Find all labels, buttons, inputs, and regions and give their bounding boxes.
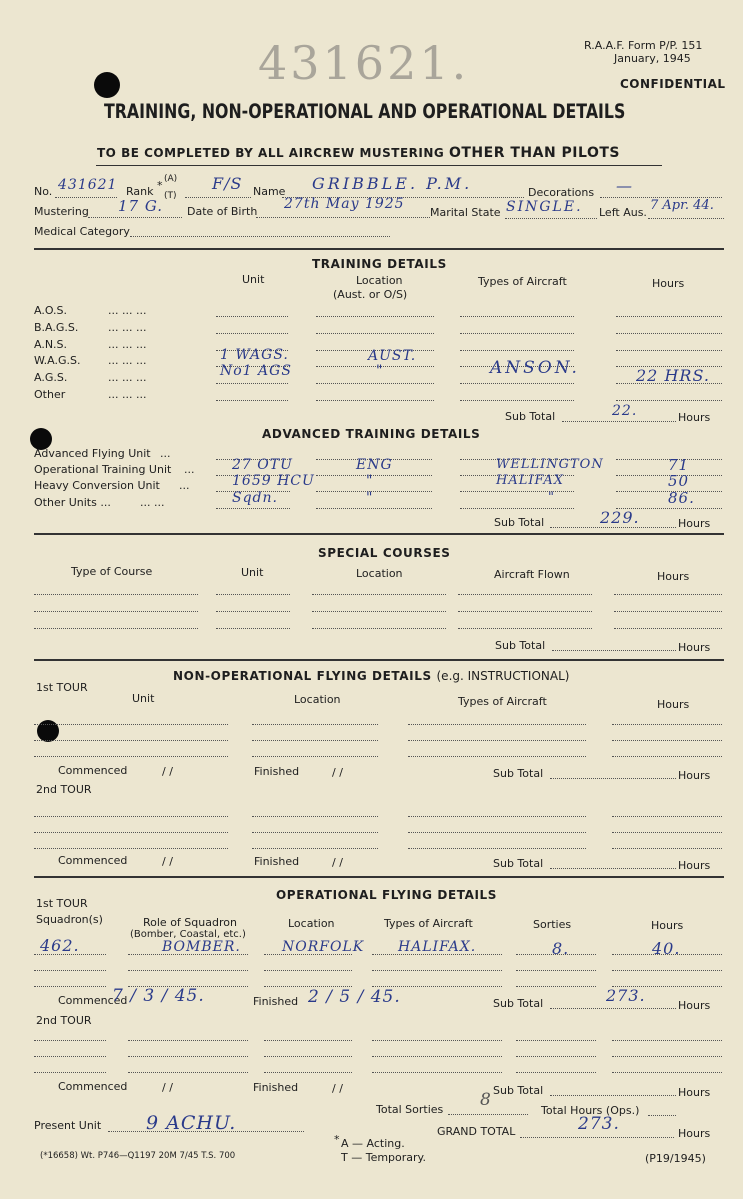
special-col-unit: Unit	[241, 566, 264, 579]
nonop-t1-hours-label: Hours	[678, 769, 711, 782]
ops-t2-commenced-slashes: / /	[162, 1081, 173, 1094]
training-subtotal-label: Sub Total	[505, 410, 556, 423]
dotted-fill-line	[216, 594, 290, 595]
advanced-hours-value: 86.	[668, 489, 695, 507]
special-subtotal-label: Sub Total	[495, 639, 546, 652]
form-title: TRAINING, NON-OPERATIONAL AND OPERATIONAL DETAILS	[104, 100, 626, 123]
advanced-row-leader: ...	[184, 463, 195, 476]
dotted-fill-line	[34, 848, 228, 849]
ops-squadron-value: 462.	[40, 936, 80, 955]
training-col-types: Types of Aircraft	[478, 275, 567, 288]
dotted-fill-line	[408, 832, 586, 833]
advanced-title: ADVANCED TRAINING DETAILS	[262, 427, 481, 441]
dotted-fill-line	[312, 611, 446, 612]
dotted-fill-line	[458, 611, 592, 612]
training-row-label: B.A.G.S.	[34, 321, 79, 334]
dotted-fill-line	[312, 628, 446, 629]
dotted-fill-line	[316, 400, 434, 401]
training-col-unit: Unit	[242, 273, 265, 286]
ops-tour2: 2nd TOUR	[36, 1014, 92, 1027]
rule-advanced	[34, 533, 724, 535]
nonop-t1-finished: Finished	[254, 765, 300, 778]
dotted-fill-line	[614, 611, 722, 612]
advanced-row-label: Operational Training Unit	[34, 463, 172, 476]
advanced-row-label: Heavy Conversion Unit	[34, 479, 160, 492]
nonop-col-hours: Hours	[657, 698, 690, 711]
dotted-fill-line	[612, 1072, 722, 1073]
name-value: GRIBBLE. P.M.	[312, 174, 473, 193]
ops-tour1: 1st TOUR	[36, 897, 88, 910]
advanced-unit-value: 1659 HCU	[232, 473, 315, 489]
ops-t2-commenced: Commenced	[58, 1080, 128, 1093]
dotted-fill-line	[128, 970, 248, 971]
ops-col-role: Role of Squadron	[143, 916, 237, 929]
decorations-label: Decorations	[528, 186, 595, 199]
rule-nonop	[34, 876, 724, 878]
dotted-fill-line	[408, 740, 586, 741]
nonop-t2-commenced-slashes: / /	[162, 855, 173, 868]
ops-t2-hours-label: Hours	[678, 1086, 711, 1099]
training-hours-label: Hours	[678, 411, 711, 424]
dotted-fill-line	[264, 1040, 352, 1041]
grand-total-hours-label: Hours	[678, 1127, 711, 1140]
form-reference: R.A.A.F. Form P/P. 151	[584, 39, 703, 52]
nonop-t2-commenced: Commenced	[58, 854, 128, 867]
punch-hole-top	[94, 72, 120, 98]
special-hours-label: Hours	[678, 641, 711, 654]
rule-special	[34, 659, 724, 661]
ops-t1-hours-label: Hours	[678, 999, 711, 1012]
training-row-leader: ... ... ...	[108, 371, 147, 384]
dotted-fill-line	[316, 475, 432, 476]
subtitle-prefix: TO BE COMPLETED BY ALL AIRCREW MUSTERING	[97, 146, 445, 160]
nonop-t1-commenced-slashes: / /	[162, 765, 173, 778]
dotted-fill-line	[316, 333, 434, 334]
no-label: No.	[34, 185, 53, 198]
ops-t1-commenced: Commenced	[58, 994, 128, 1007]
ops-location-value: NORFOLK	[282, 939, 365, 955]
training-row-label: A.N.S.	[34, 338, 68, 351]
ops-t2-subtotal-label: Sub Total	[493, 1084, 544, 1097]
training-wags-unit: 1 WAGS.	[220, 347, 289, 363]
present-unit-label: Present Unit	[34, 1119, 102, 1132]
mustering-value: 17 G.	[118, 197, 164, 215]
training-row-label: A.O.S.	[34, 304, 68, 317]
dotted-fill-line	[34, 1072, 106, 1073]
special-col-type: Type of Course	[71, 565, 153, 578]
legend-acting: A — Acting.	[341, 1137, 405, 1150]
special-col-hours: Hours	[657, 570, 690, 583]
dotted-fill-line	[612, 1056, 722, 1057]
dotted-fill-line	[408, 816, 586, 817]
dotted-fill-line	[516, 970, 596, 971]
dotted-fill-line	[460, 400, 574, 401]
left-aus-value: 7 Apr. 44.	[650, 198, 714, 213]
dotted-fill-line	[408, 848, 586, 849]
legend-temporary: T — Temporary.	[341, 1151, 426, 1164]
mustering-label: Mustering	[34, 205, 89, 218]
dotted-fill-line	[216, 628, 290, 629]
dotted-fill-line	[34, 611, 198, 612]
dotted-fill-line	[460, 333, 574, 334]
no-value: 431621	[58, 177, 118, 193]
left-aus-label: Left Aus.	[599, 206, 647, 219]
nonop-tour1: 1st TOUR	[36, 681, 88, 694]
dotted-fill-line	[614, 594, 722, 595]
ops-sorties-value: 8.	[552, 939, 570, 958]
dotted-fill-line	[516, 1056, 596, 1057]
total-sorties-label: Total Sorties	[376, 1103, 444, 1116]
total-hours-label: Total Hours (Ops.)	[541, 1104, 640, 1117]
advanced-subtotal-label: Sub Total	[494, 516, 545, 529]
advanced-aircraft-value: WELLINGTON	[496, 457, 604, 472]
dotted-fill-line	[34, 832, 228, 833]
training-wags-location: AUST.	[368, 348, 417, 364]
dotted-fill-line	[252, 816, 378, 817]
grand-total-label: GRAND TOTAL	[437, 1125, 516, 1138]
dotted-fill-line	[316, 366, 434, 367]
training-row-label: A.G.S.	[34, 371, 68, 384]
ops-t2-finished-slashes: / /	[332, 1082, 343, 1095]
advanced-hours-value: 50	[668, 472, 690, 490]
dotted-fill-line	[458, 628, 592, 629]
dotted-fill-line	[516, 1040, 596, 1041]
special-title: SPECIAL COURSES	[318, 546, 451, 560]
training-col-hours: Hours	[652, 277, 685, 290]
advanced-hours-label: Hours	[678, 517, 711, 530]
ops-col-squadron: Squadron(s)	[36, 913, 103, 926]
dotted-fill-line	[612, 1040, 722, 1041]
dotted-fill-line	[252, 832, 378, 833]
training-row-label: W.A.G.S.	[34, 354, 81, 367]
dotted-fill-line	[612, 816, 722, 817]
medical-category-label: Medical Category	[34, 225, 130, 238]
classification-label: CONFIDENTIAL	[620, 77, 726, 91]
dotted-fill-line	[34, 740, 228, 741]
ops-title: OPERATIONAL FLYING DETAILS	[276, 888, 498, 902]
ops-aircraft-value: HALIFAX.	[398, 939, 477, 955]
print-reference: (*16658) Wt. P746—Q1197 20M 7/45 T.S. 700	[40, 1151, 236, 1161]
dotted-fill-line	[216, 316, 288, 317]
dotted-fill-line	[612, 756, 722, 757]
dotted-fill-line	[316, 508, 432, 509]
dotted-fill-line	[460, 508, 574, 509]
training-row-leader: ... ... ...	[108, 338, 147, 351]
total-sorties-value: 8	[480, 1090, 492, 1110]
dotted-fill-line	[34, 986, 106, 987]
form-date: January, 1945	[614, 52, 691, 65]
dotted-fill-line	[408, 724, 586, 725]
dotted-fill-line	[616, 350, 722, 351]
dotted-fill-line	[516, 986, 596, 987]
training-row-leader: ... ... ...	[108, 304, 147, 317]
dotted-fill-line	[316, 383, 434, 384]
dotted-fill-line	[316, 316, 434, 317]
dotted-fill-line	[34, 1040, 106, 1041]
dotted-fill-line	[316, 491, 432, 492]
dotted-fill-line	[34, 628, 198, 629]
dotted-fill-line	[612, 724, 722, 725]
dotted-fill-line	[128, 1072, 248, 1073]
advanced-row-leader: ...	[160, 447, 171, 460]
dotted-fill-line	[252, 848, 378, 849]
training-row-leader: ... ... ...	[108, 388, 147, 401]
nonop-title	[173, 670, 569, 682]
dotted-fill-line	[372, 970, 502, 971]
training-ags-location: "	[376, 363, 384, 379]
form-code: (P19/1945)	[645, 1152, 706, 1165]
subtitle-emphasis: OTHER THAN PILOTS	[448, 145, 620, 161]
dotted-fill-line	[616, 316, 722, 317]
dotted-fill-line	[34, 594, 198, 595]
dob-value: 27th May 1925	[284, 196, 405, 212]
nonop-col-location: Location	[294, 693, 341, 706]
training-row-leader: ... ... ...	[108, 321, 147, 334]
marital-label: Marital State	[430, 206, 501, 219]
advanced-subtotal-value: 229.	[600, 508, 640, 527]
dotted-fill-line	[34, 970, 106, 971]
ops-col-sorties: Sorties	[533, 918, 572, 931]
dotted-fill-line	[128, 1056, 248, 1057]
training-row-label: Other	[34, 388, 66, 401]
legend-mark: *	[334, 1133, 340, 1146]
name-label: Name	[253, 185, 286, 198]
nonop-col-unit: Unit	[132, 692, 155, 705]
advanced-unit-value: 27 OTU	[232, 457, 293, 473]
nonop-t2-finished: Finished	[254, 855, 300, 868]
ops-t1-finished: Finished	[253, 995, 299, 1008]
training-aircraft: ANSON.	[490, 358, 580, 378]
nonop-t1-finished-slashes: / /	[332, 766, 343, 779]
ops-t1-subtotal-value: 273.	[606, 986, 646, 1005]
ops-t1-subtotal-label: Sub Total	[493, 997, 544, 1010]
training-col-location: Location	[356, 274, 403, 287]
advanced-aircraft-value: "	[548, 490, 555, 505]
dotted-fill-line	[216, 508, 290, 509]
advanced-row-leader: ...	[179, 479, 190, 492]
dotted-fill-line	[612, 740, 722, 741]
dob-label: Date of Birth	[187, 205, 258, 218]
rank-value: F/S	[212, 174, 243, 193]
dotted-fill-line	[460, 316, 574, 317]
advanced-hours-value: 71	[668, 456, 690, 474]
marital-value: SINGLE.	[506, 199, 583, 215]
nonop-t2-finished-slashes: / /	[332, 856, 343, 869]
grand-total-value: 273.	[578, 1114, 620, 1134]
ops-role-value: BOMBER.	[162, 939, 241, 955]
dotted-fill-line	[216, 333, 288, 334]
dotted-fill-line	[458, 594, 592, 595]
dotted-fill-line	[616, 333, 722, 334]
dotted-fill-line	[460, 491, 574, 492]
training-subtotal-value: 22.	[612, 403, 638, 419]
dotted-fill-line	[216, 400, 288, 401]
advanced-location-value: ENG	[356, 457, 393, 473]
ops-col-hours: Hours	[651, 919, 684, 932]
rank-temporary: (T)	[164, 191, 177, 201]
handwritten-service-number: 431621.	[258, 36, 470, 90]
dotted-fill-line	[372, 1056, 502, 1057]
ops-col-types: Types of Aircraft	[384, 917, 473, 930]
dotted-fill-line	[264, 970, 352, 971]
dotted-fill-line	[264, 1072, 352, 1073]
dotted-fill-line	[616, 400, 722, 401]
dotted-fill-line	[216, 611, 290, 612]
rank-acting: (A)	[164, 174, 178, 184]
nonop-title-note: (e.g. INSTRUCTIONAL)	[436, 669, 570, 683]
training-ags-unit: No1 AGS	[220, 363, 292, 379]
dotted-fill-line	[460, 383, 574, 384]
training-hours: 22 HRS.	[636, 366, 710, 385]
training-col-location-sub: (Aust. or O/S)	[333, 288, 408, 301]
nonop-t1-subtotal-label: Sub Total	[493, 767, 544, 780]
nonop-title-text: NON-OPERATIONAL FLYING DETAILS	[173, 669, 432, 683]
nonop-t2-subtotal-label: Sub Total	[493, 857, 544, 870]
training-title: TRAINING DETAILS	[312, 257, 447, 271]
advanced-location-value: "	[366, 473, 374, 489]
dotted-fill-line	[34, 724, 228, 725]
nonop-col-types: Types of Aircraft	[458, 695, 547, 708]
dotted-fill-line	[612, 970, 722, 971]
ops-col-role-sub: (Bomber, Coastal, etc.)	[130, 929, 246, 940]
rank-label: Rank	[126, 185, 154, 198]
dotted-fill-line	[372, 1072, 502, 1073]
dotted-fill-line	[264, 1056, 352, 1057]
ops-col-location: Location	[288, 917, 335, 930]
special-col-aircraft: Aircraft Flown	[494, 568, 570, 581]
nonop-tour2: 2nd TOUR	[36, 783, 92, 796]
special-col-location: Location	[356, 567, 403, 580]
dotted-fill-line	[34, 756, 228, 757]
training-row-leader: ... ... ...	[108, 354, 147, 367]
decorations-value: —	[616, 176, 633, 195]
dotted-fill-line	[312, 594, 446, 595]
nonop-t2-hours-label: Hours	[678, 859, 711, 872]
present-unit-value: 9 ACHU.	[146, 1112, 237, 1134]
subtitle-underline	[96, 165, 662, 166]
dotted-fill-line	[372, 1040, 502, 1041]
advanced-unit-value: Sqdn.	[232, 490, 278, 506]
dotted-fill-line	[34, 816, 228, 817]
dotted-fill-line	[252, 740, 378, 741]
dotted-fill-line	[34, 1056, 106, 1057]
ops-t1-commenced-value: 7 / 3 / 45.	[112, 986, 205, 1006]
dotted-fill-line	[252, 756, 378, 757]
rule-personal	[34, 248, 724, 250]
dotted-fill-line	[408, 756, 586, 757]
dotted-fill-line	[460, 350, 574, 351]
advanced-location-value: "	[366, 490, 374, 506]
dotted-fill-line	[216, 383, 288, 384]
dotted-fill-line	[612, 848, 722, 849]
dotted-fill-line	[128, 1040, 248, 1041]
advanced-aircraft-value: HALIFAX	[496, 473, 565, 488]
form-subtitle	[97, 146, 620, 160]
dotted-fill-line	[612, 832, 722, 833]
ops-t1-finished-value: 2 / 5 / 45.	[308, 987, 401, 1007]
advanced-row-leader: ... ...	[140, 496, 165, 509]
ops-hours-value: 40.	[652, 939, 681, 958]
ops-t2-finished: Finished	[253, 1081, 299, 1094]
dotted-fill-line	[614, 628, 722, 629]
dotted-fill-line	[516, 1072, 596, 1073]
dotted-fill-line	[252, 724, 378, 725]
advanced-row-label: Other Units ...	[34, 496, 111, 509]
nonop-t1-commenced: Commenced	[58, 764, 128, 777]
advanced-row-label: Advanced Flying Unit	[34, 447, 151, 460]
rank-mark: *	[157, 179, 163, 192]
